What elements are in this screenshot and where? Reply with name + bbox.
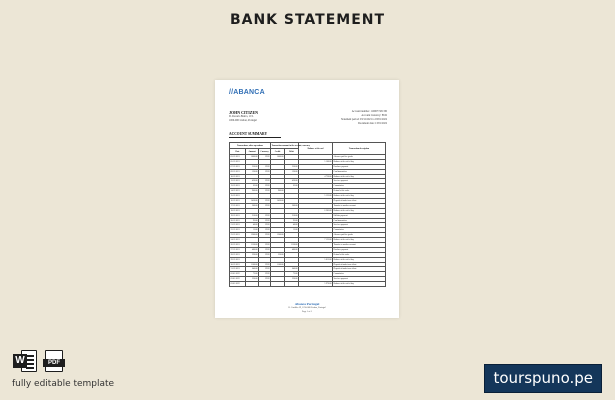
table-cell: 1150.00	[285, 243, 299, 248]
table-cell: 27.12.2021	[230, 247, 246, 252]
account-detail-line: Account Currency: EUR	[361, 114, 387, 117]
table-cell: EUR	[259, 189, 271, 194]
table-cell: 03.01.2022	[230, 282, 246, 287]
bank-logo: //ABANCA	[229, 89, 265, 96]
table-cell: EUR	[259, 277, 271, 282]
holder-address-line: D. Rosario Bairro, 10 L	[229, 115, 254, 118]
table-cell: 320.00	[271, 252, 285, 257]
pdf-badge: PDF	[43, 359, 65, 367]
editable-caption: fully editable template	[12, 379, 115, 389]
table-cell: 18.12.2021	[230, 208, 246, 213]
table-cell: EUR	[259, 228, 271, 233]
group-header: Transaction amount in the account, currency	[271, 144, 310, 147]
transactions-table	[229, 142, 386, 287]
table-cell: 28.12.2021	[230, 252, 246, 257]
table-cell	[246, 282, 259, 287]
table-cell: EUR	[259, 184, 271, 189]
table-cell: 1000.00	[246, 155, 259, 160]
table-cell: 31.12.2021	[230, 267, 246, 272]
table-cell: 1100.00	[271, 262, 285, 267]
table-cell: 210.00	[246, 213, 259, 218]
table-cell	[259, 282, 271, 287]
footer-address: R. Castilho 39, 1250-068 Lisboa, Portugal	[288, 307, 326, 309]
table-cell: EUR	[259, 272, 271, 277]
table-cell: Utilities payment	[333, 213, 386, 218]
column-header: Date	[230, 149, 246, 155]
table-cell: 09.12.2021	[230, 169, 246, 174]
table-cell: 65.00	[246, 184, 259, 189]
holder-name: JOHN CITIZEN	[229, 110, 259, 115]
table-cell: 95.00	[285, 218, 299, 223]
table-cell: Refund of the order	[333, 189, 386, 194]
table-cell: 10.12.2021	[230, 174, 246, 179]
table-cell: EUR	[259, 262, 271, 267]
table-cell: 15.12.2021	[230, 194, 246, 199]
table-cell: 7 125.00	[299, 238, 333, 243]
table-cell: 900.00	[271, 189, 285, 194]
table-cell: 03.01.2022	[230, 277, 246, 282]
table-cell: Deposit of funds from client	[333, 262, 386, 267]
table-cell: 17.12.2021	[230, 203, 246, 208]
table-cell: 640.00	[285, 267, 299, 272]
table-cell	[285, 282, 299, 287]
table-cell: 15.00	[246, 228, 259, 233]
column-header: Credit	[271, 149, 285, 155]
table-cell: Balance at the end of day	[333, 238, 386, 243]
table-cell: 230.00	[285, 277, 299, 282]
table-cell: 120.00	[285, 169, 299, 174]
table-cell: 20.12.2021	[230, 218, 246, 223]
table-cell: EUR	[259, 218, 271, 223]
word-document-icon	[13, 349, 37, 373]
site-badge[interactable]: tourspuno.pe	[484, 364, 602, 393]
table-cell: Balance at the end of day	[333, 194, 386, 199]
table-cell: 1200.00	[246, 233, 259, 238]
table-cell: Commission	[333, 184, 386, 189]
table-cell: 6 285.00	[299, 208, 333, 213]
table-cell: 1450.00	[246, 199, 259, 204]
table-cell: Balance at the end of day	[333, 282, 386, 287]
table-cell: 24.12.2021	[230, 238, 246, 243]
table-cell: 75.00	[285, 272, 299, 277]
table-cell: 230.00	[246, 277, 259, 282]
table-cell: 480.00	[285, 247, 299, 252]
table-cell: EUR	[259, 247, 271, 252]
table-cell: 4 730.00	[299, 174, 333, 179]
table-cell: EUR	[259, 233, 271, 238]
table-cell: EUR	[259, 203, 271, 208]
table-cell: 120.00	[246, 169, 259, 174]
account-detail-line: Statement period: 03/12/2021 to 03/01/2022	[341, 118, 387, 121]
format-icons	[13, 349, 67, 373]
table-cell: 23.12.2021	[230, 233, 246, 238]
table-cell: EUR	[259, 164, 271, 169]
table-cell: 5 100.00	[299, 159, 333, 164]
table-cell: Deposit of funds from client	[333, 267, 386, 272]
table-cell: Balance at the end of day	[333, 257, 386, 262]
page-title: BANK STATEMENT	[229, 12, 386, 28]
table-cell: Advance paid for goods	[333, 233, 386, 238]
summary-heading: ACCOUNT SUMMARY	[229, 132, 268, 136]
table-cell: 1200.00	[271, 233, 285, 238]
table-cell: Deposit of funds from client	[333, 199, 386, 204]
table-cell: 5 135.00	[299, 194, 333, 199]
table-cell: 300.00	[285, 203, 299, 208]
table-cell: 29.12.2021	[230, 257, 246, 262]
table-cell: 03.12.2021	[230, 155, 246, 160]
table-cell: 250.00	[246, 164, 259, 169]
table-cell: EUR	[259, 267, 271, 272]
table-cell: 1450.00	[271, 199, 285, 204]
table-cell: 30.12.2021	[230, 262, 246, 267]
account-detail-line: Account number: 11000774513SI	[351, 110, 387, 113]
word-badge: W	[13, 354, 27, 368]
table-cell: Refund of the order	[333, 252, 386, 257]
group-header: Transaction description	[333, 143, 386, 155]
table-cell: EUR	[259, 243, 271, 248]
table-cell: Services payment	[333, 277, 386, 282]
column-header: Debit	[285, 149, 299, 155]
table-cell: Balance at the end of day	[333, 159, 386, 164]
table-cell: Commission	[333, 272, 386, 277]
account-details	[341, 110, 387, 126]
table-cell: 430.00	[246, 179, 259, 184]
heading-divider	[229, 137, 281, 138]
footer-page-number: Page 1 of 1	[302, 311, 312, 313]
table-cell: 07.12.2021	[230, 164, 246, 169]
table-cell: 40.00	[246, 223, 259, 228]
table-cell: Services payment	[333, 223, 386, 228]
table-cell: 480.00	[246, 247, 259, 252]
table-cell: Purchase payment	[333, 247, 386, 252]
statement-preview	[215, 80, 399, 318]
table-cell: EUR	[259, 213, 271, 218]
table-cell: 02.01.2022	[230, 272, 246, 277]
table-cell: Card transaction	[333, 169, 386, 174]
account-detail-line: Document date: 13/01/2022	[358, 122, 387, 125]
table-cell: 320.00	[246, 252, 259, 257]
table-cell: 75.00	[246, 272, 259, 277]
table-cell: Card transaction	[333, 218, 386, 223]
table-cell: 1100.00	[246, 262, 259, 267]
group-header: Transactions, other operations	[230, 143, 271, 149]
footer-bank-name: Abanca Portugal	[294, 302, 320, 306]
table-cell: 13.12.2021	[230, 184, 246, 189]
table-cell: 300.00	[246, 203, 259, 208]
table-cell: EUR	[259, 169, 271, 174]
table-cell: 16.12.2021	[230, 199, 246, 204]
table-cell: Balance at the end of day	[333, 208, 386, 213]
table-cell: 65.00	[285, 184, 299, 189]
table-cell: 1150.00	[246, 243, 259, 248]
table-row	[230, 282, 386, 287]
table-cell	[271, 282, 285, 287]
table-cell: 05.12.2021	[230, 159, 246, 164]
table-cell: 5 815.00	[299, 257, 333, 262]
table-cell: 210.00	[285, 213, 299, 218]
table-cell: EUR	[259, 252, 271, 257]
table-cell: 900.00	[246, 189, 259, 194]
table-cell: 95.00	[246, 218, 259, 223]
table-cell: Commission	[333, 228, 386, 233]
table-cell: 5 970.00	[299, 282, 333, 287]
table-cell: 640.00	[246, 267, 259, 272]
table-cell: 14.12.2021	[230, 189, 246, 194]
table-cell: 12.12.2021	[230, 179, 246, 184]
pdf-document-icon	[43, 349, 67, 373]
table-cell: 1000.00	[271, 155, 285, 160]
table-cell: 15.00	[285, 228, 299, 233]
table-cell: EUR	[259, 155, 271, 160]
table-cell: Purchase payment	[333, 164, 386, 169]
table-cell: Advance paid for goods	[333, 155, 386, 160]
group-header: Balance at the end	[299, 143, 333, 155]
table-cell: 26.12.2021	[230, 243, 246, 248]
table-cell: 430.00	[285, 179, 299, 184]
holder-address-line: 1000-000 Lisbon, Portugal	[229, 119, 257, 122]
table-cell: Balance at the end of day	[333, 174, 386, 179]
table-cell: Services payment	[333, 179, 386, 184]
table-cell: EUR	[259, 199, 271, 204]
table-cell: 21.12.2021	[230, 223, 246, 228]
table-cell: EUR	[259, 179, 271, 184]
column-header: Amount	[246, 149, 259, 155]
column-header: Currency	[260, 150, 269, 153]
table-cell: 40.00	[285, 223, 299, 228]
table-cell: Transfer to another account	[333, 243, 386, 248]
account-holder	[229, 110, 258, 123]
table-cell: 19.12.2021	[230, 213, 246, 218]
table-cell: 250.00	[285, 164, 299, 169]
table-cell: EUR	[259, 223, 271, 228]
table-cell: Transfer to another account	[333, 203, 386, 208]
table-cell: 22.12.2021	[230, 228, 246, 233]
